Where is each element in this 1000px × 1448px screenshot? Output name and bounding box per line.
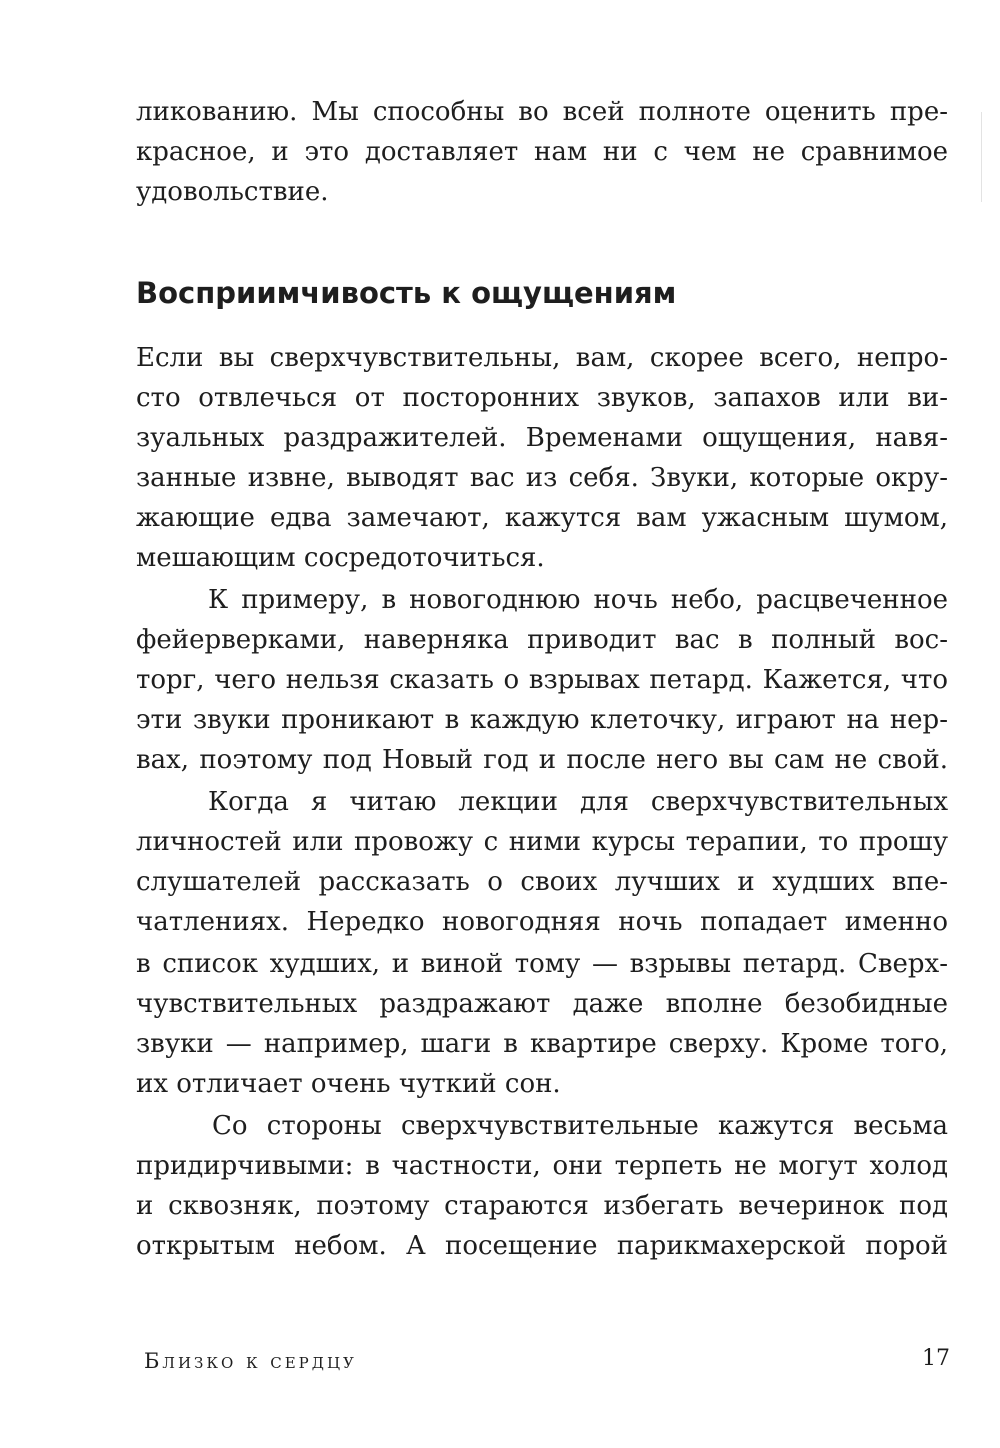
text-line: К примеру, в новогоднюю ночь небо, расцвеченное bbox=[208, 585, 948, 615]
text-line: удовольствие. bbox=[136, 177, 329, 207]
text-line: звуки — например, шаги в квартире сверху. Кроме того, bbox=[136, 1029, 948, 1059]
text-line: торг, чего нельзя сказать о взрывах петард. Кажется, что bbox=[136, 665, 948, 695]
page-number: 17 bbox=[922, 1346, 950, 1371]
section-heading: Восприимчивость к ощущениям bbox=[136, 276, 677, 310]
text-line: мешающим сосредоточиться. bbox=[136, 543, 545, 573]
scan-edge-line bbox=[981, 112, 982, 202]
text-line: Если вы сверхчувствительны, вам, скорее всего, непро- bbox=[136, 343, 948, 373]
text-line: эти звуки проникают в каждую клеточку, играют на нер- bbox=[136, 705, 948, 735]
text-line: чувствительных раздражают даже вполне безобидные bbox=[136, 989, 948, 1019]
running-footer-title: Близко к сердцу bbox=[144, 1349, 357, 1373]
text-line: и сквозняк, поэтому стараются избегать вечеринок под bbox=[136, 1191, 948, 1221]
text-line: личностей или провожу с ними курсы терапии, то прошу bbox=[136, 827, 948, 857]
text-line: вах, поэтому под Новый год и после него вы сам не свой. bbox=[136, 745, 948, 775]
text-line: красное, и это доставляет нам ни с чем не сравнимое bbox=[136, 137, 948, 167]
text-line: Когда я читаю лекции для сверхчувствительных bbox=[208, 787, 948, 817]
text-line: фейерверками, наверняка приводит вас в полный вос- bbox=[136, 625, 948, 655]
text-line: чатлениях. Нередко новогодняя ночь попадает именно bbox=[136, 907, 948, 937]
text-line: занные извне, выводят вас из себя. Звуки, которые окру- bbox=[136, 463, 948, 493]
text-line: придирчивыми: в частности, они терпеть не могут холод bbox=[136, 1151, 948, 1181]
text-line: ликованию. Мы способны во всей полноте оценить пре- bbox=[136, 97, 948, 127]
text-line: слушателей рассказать о своих лучших и худших впе- bbox=[136, 867, 948, 897]
text-line: зуальных раздражителей. Временами ощущения, навя- bbox=[136, 423, 948, 453]
text-line: их отличает очень чуткий сон. bbox=[136, 1069, 561, 1099]
text-line: в список худших, и виной тому — взрывы петард. Сверх- bbox=[136, 949, 948, 979]
text-line: жающие едва замечают, кажутся вам ужасным шумом, bbox=[136, 503, 948, 533]
text-line: сто отвлечься от посторонних звуков, запахов или ви- bbox=[136, 383, 948, 413]
text-line: открытым небом. А посещение парикмахерской порой bbox=[136, 1231, 948, 1261]
text-line: Со стороны сверхчувствительные кажутся весьма bbox=[212, 1111, 948, 1141]
